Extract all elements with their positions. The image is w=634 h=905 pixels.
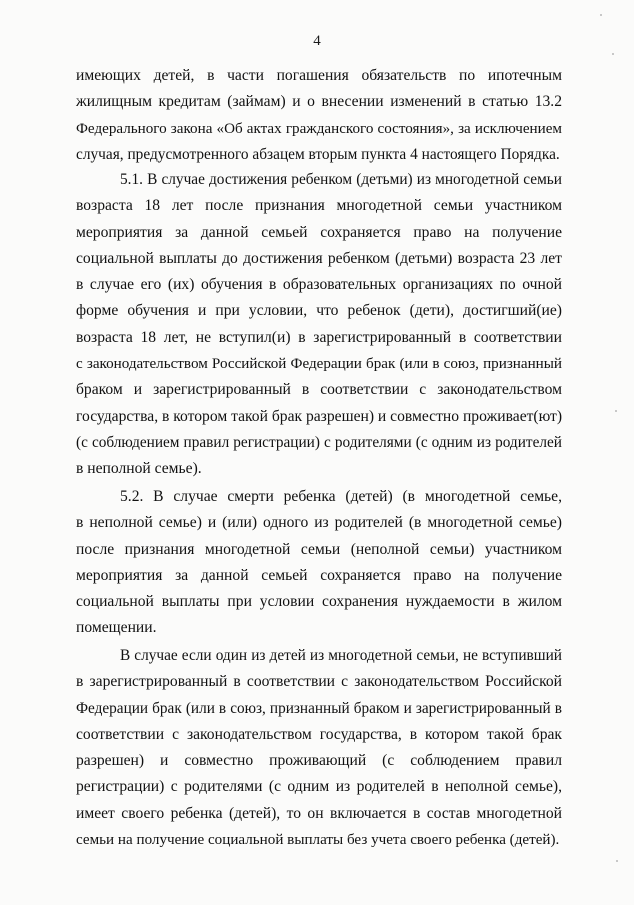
text-line: (с соблюдением правил регистрации) с родителями (с одним из родителей	[76, 433, 562, 451]
text-line: разрешен) и совместно проживающий (с соблюдением правил	[76, 752, 562, 770]
text-line: соответствии с законодательством государства, в котором такой брак	[76, 725, 562, 743]
text-line: В случае если один из детей из многодетной семьи, не вступивший	[120, 647, 562, 664]
text-line: мероприятия за данной семьей сохраняется право на получение	[76, 223, 562, 241]
text-line: социальной выплаты при условии сохранения нуждаемости в жилом	[76, 593, 562, 611]
text-line: форме обучения и при условии, что ребенок (дети), достигший(ие)	[76, 302, 562, 320]
text-line: 5.2. В случае смерти ребенка (детей) (в многодетной семье,	[120, 488, 562, 505]
text-line: социальной выплаты до достижения ребенком (детьми) возраста 23 лет	[76, 249, 562, 267]
text-line: в неполной семье) и (или) одного из родителей (в многодетной семье)	[76, 514, 562, 532]
scan-speck	[612, 53, 614, 55]
text-line: помещении.	[76, 619, 157, 637]
text-line: регистрации) с родителями (с одним из родителей в неполной семье),	[76, 778, 562, 796]
text-line: жилищным кредитам (займам) и о внесении изменений в статью 13.2	[76, 93, 562, 111]
text-line: семьи на получение социальной выплаты без учета своего ребенка (детей).	[76, 832, 560, 849]
scan-speck	[616, 860, 618, 862]
text-line: возраста 18 лет, не вступил(и) в зарегистрированный в соответствии	[76, 328, 562, 346]
paragraph-continuation	[76, 63, 562, 168]
page-number: 4	[313, 33, 321, 49]
scan-speck	[615, 410, 617, 412]
text-line: в случае его (их) обучения в образовательных организациях по очной	[76, 276, 562, 294]
text-line: в зарегистрированный в соответствии с законодательством Российской	[76, 673, 562, 691]
text-line: в неполной семье).	[76, 460, 202, 478]
paragraph-5-2	[76, 484, 562, 642]
paragraph-5-1	[76, 167, 562, 483]
text-line: с законодательством Российской Федерации брак (или в союз, признанный	[76, 356, 562, 373]
text-line: мероприятия за данной семьей сохраняется право на получение	[76, 566, 562, 584]
text-line: после признания многодетной семьи (неполной семьи) участником	[76, 540, 562, 558]
text-line: браком и зарегистрированный в соответствии с законодательством	[76, 381, 562, 399]
text-line: 5.1. В случае достижения ребенком (детьми) из многодетной семьи	[120, 171, 562, 188]
scan-speck	[600, 14, 602, 16]
text-line: случая, предусмотренного абзацем вторым пункта 4 настоящего Порядка.	[76, 145, 560, 163]
text-line: имеет своего ребенка (детей), то он включается в состав многодетной	[76, 804, 562, 822]
text-line: Федерального закона «Об актах гражданского состояния», за исключением	[76, 120, 562, 137]
text-line: Федерации брак (или в союз, признанный браком и зарегистрированный в	[76, 699, 562, 717]
text-line: государства, в котором такой брак разрешен) и совместно проживает(ют)	[76, 407, 563, 425]
paragraph-own-child	[76, 643, 562, 853]
text-line: имеющих детей, в части погашения обязательств по ипотечным	[76, 67, 562, 84]
text-line: возраста 18 лет после признания многодетной семьи участником	[76, 197, 562, 215]
